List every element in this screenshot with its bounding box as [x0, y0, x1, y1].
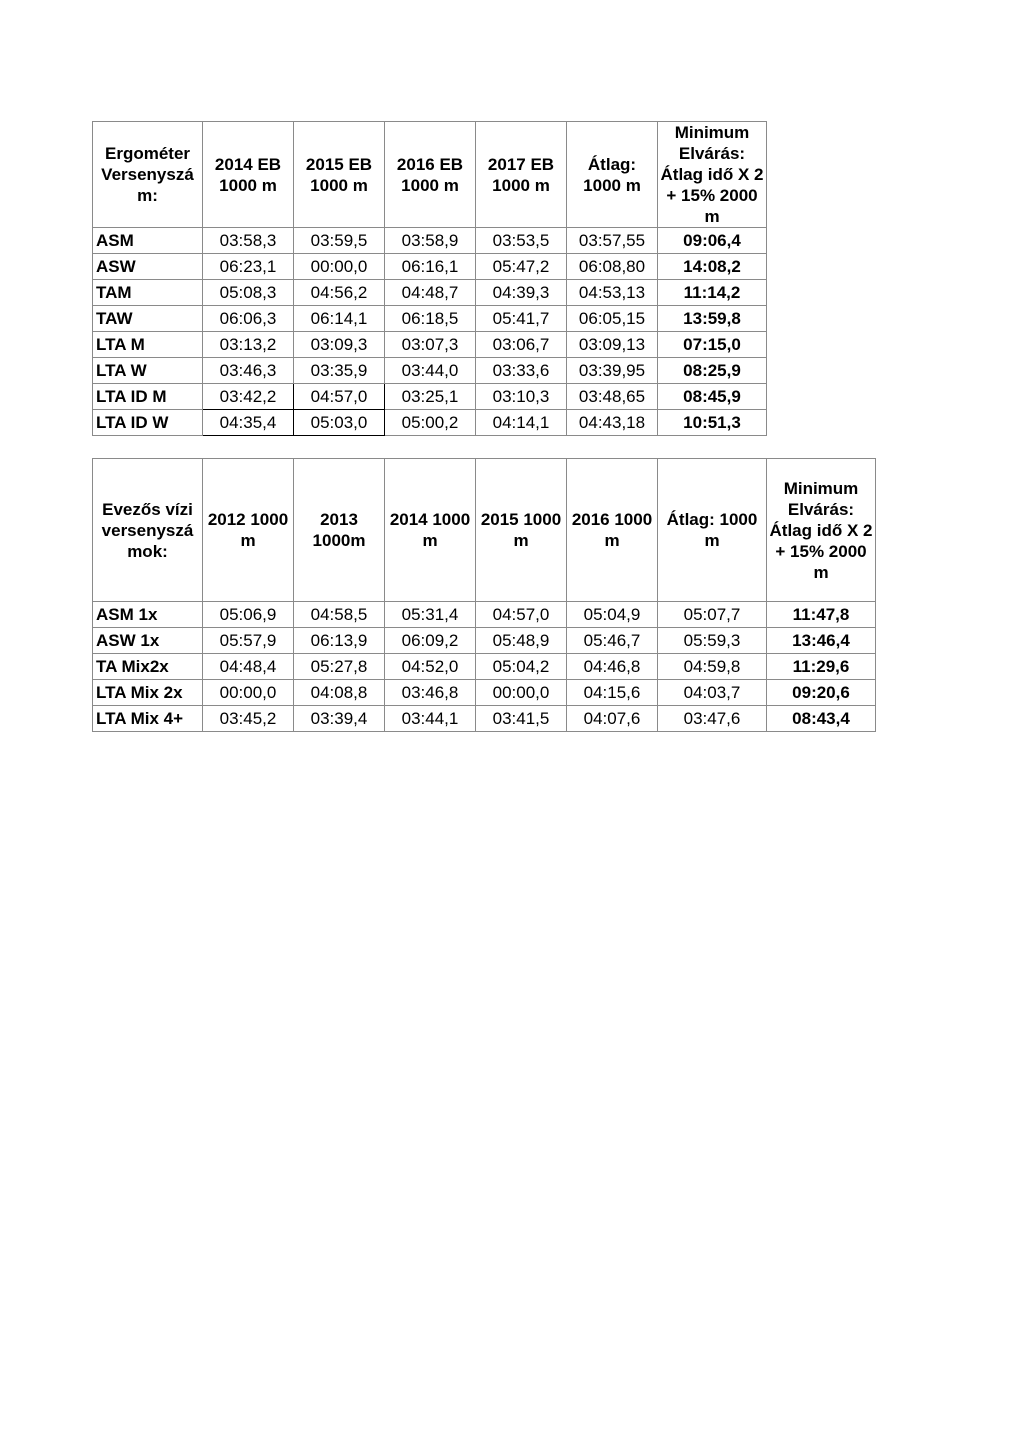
time-cell: 05:48,9 [476, 628, 567, 654]
minimum-cell: 14:08,2 [658, 254, 767, 280]
average-cell: 05:59,3 [658, 628, 767, 654]
header-cell-2016: 2016 1000 m [567, 459, 658, 602]
row-label: ASW 1x [93, 628, 203, 654]
time-cell: 05:06,9 [203, 602, 294, 628]
minimum-cell: 11:29,6 [767, 654, 876, 680]
time-cell: 00:00,0 [294, 254, 385, 280]
time-cell: 05:47,2 [476, 254, 567, 280]
row-label: LTA M [93, 332, 203, 358]
table-row [93, 358, 767, 384]
time-cell: 04:57,0 [294, 384, 385, 410]
time-cell: 04:15,6 [567, 680, 658, 706]
table-row [93, 228, 767, 254]
time-cell: 05:04,2 [476, 654, 567, 680]
table-row [93, 280, 767, 306]
time-cell: 03:35,9 [294, 358, 385, 384]
header-row [93, 459, 876, 602]
table-row [93, 410, 767, 436]
time-cell: 06:13,9 [294, 628, 385, 654]
header-cell-2014: 2014 EB 1000 m [203, 122, 294, 228]
row-label: ASM [93, 228, 203, 254]
header-cell-2013: 2013 1000m [294, 459, 385, 602]
row-label: TAM [93, 280, 203, 306]
minimum-cell: 09:20,6 [767, 680, 876, 706]
row-label: LTA Mix 2x [93, 680, 203, 706]
average-cell: 05:07,7 [658, 602, 767, 628]
time-cell: 03:41,5 [476, 706, 567, 732]
time-cell: 03:44,0 [385, 358, 476, 384]
time-cell: 03:58,3 [203, 228, 294, 254]
average-cell: 04:03,7 [658, 680, 767, 706]
average-cell: 03:39,95 [567, 358, 658, 384]
time-cell: 04:35,4 [203, 410, 294, 436]
time-cell: 03:09,3 [294, 332, 385, 358]
header-cell-event: Evezős vízi versenyszá mok: [93, 459, 203, 602]
average-cell: 03:47,6 [658, 706, 767, 732]
time-cell: 06:09,2 [385, 628, 476, 654]
average-cell: 04:43,18 [567, 410, 658, 436]
header-cell-minimum: Minimum Elvárás: Átlag idő X 2 + 15% 2000 m [767, 459, 876, 602]
average-cell: 03:48,65 [567, 384, 658, 410]
time-cell: 03:06,7 [476, 332, 567, 358]
time-cell: 05:31,4 [385, 602, 476, 628]
minimum-cell: 13:46,4 [767, 628, 876, 654]
table-row [93, 306, 767, 332]
table-row [93, 654, 876, 680]
average-cell: 04:53,13 [567, 280, 658, 306]
ergometer-table [92, 121, 767, 436]
row-label: ASW [93, 254, 203, 280]
time-cell: 03:10,3 [476, 384, 567, 410]
time-cell: 03:42,2 [203, 384, 294, 410]
time-cell: 05:04,9 [567, 602, 658, 628]
time-cell: 00:00,0 [476, 680, 567, 706]
time-cell: 04:08,8 [294, 680, 385, 706]
table-row [93, 602, 876, 628]
table-row [93, 706, 876, 732]
minimum-cell: 08:25,9 [658, 358, 767, 384]
time-cell: 03:07,3 [385, 332, 476, 358]
average-cell: 06:05,15 [567, 306, 658, 332]
time-cell: 03:59,5 [294, 228, 385, 254]
minimum-cell: 11:47,8 [767, 602, 876, 628]
header-cell-average: Átlag: 1000 m [567, 122, 658, 228]
minimum-cell: 09:06,4 [658, 228, 767, 254]
table-row [93, 332, 767, 358]
time-cell: 03:53,5 [476, 228, 567, 254]
time-cell: 04:48,4 [203, 654, 294, 680]
time-cell: 03:58,9 [385, 228, 476, 254]
table-row [93, 384, 767, 410]
row-label: TAW [93, 306, 203, 332]
time-cell: 03:39,4 [294, 706, 385, 732]
table-row [93, 628, 876, 654]
time-cell: 04:56,2 [294, 280, 385, 306]
time-cell: 03:46,3 [203, 358, 294, 384]
header-cell-2015: 2015 EB 1000 m [294, 122, 385, 228]
time-cell: 06:06,3 [203, 306, 294, 332]
average-cell: 03:57,55 [567, 228, 658, 254]
time-cell: 06:16,1 [385, 254, 476, 280]
time-cell: 05:41,7 [476, 306, 567, 332]
time-cell: 04:39,3 [476, 280, 567, 306]
header-cell-minimum: Minimum Elvárás: Átlag idő X 2 + 15% 2000 m [658, 122, 767, 228]
header-cell-average: Átlag: 1000 m [658, 459, 767, 602]
time-cell: 04:14,1 [476, 410, 567, 436]
time-cell: 04:58,5 [294, 602, 385, 628]
time-cell: 06:23,1 [203, 254, 294, 280]
time-cell: 05:03,0 [294, 410, 385, 436]
header-row [93, 122, 767, 228]
row-label: LTA W [93, 358, 203, 384]
minimum-cell: 07:15,0 [658, 332, 767, 358]
table-row [93, 680, 876, 706]
header-cell-2012: 2012 1000 m [203, 459, 294, 602]
time-cell: 04:07,6 [567, 706, 658, 732]
time-cell: 06:18,5 [385, 306, 476, 332]
time-cell: 03:13,2 [203, 332, 294, 358]
average-cell: 04:59,8 [658, 654, 767, 680]
time-cell: 04:46,8 [567, 654, 658, 680]
time-cell: 00:00,0 [203, 680, 294, 706]
minimum-cell: 08:45,9 [658, 384, 767, 410]
time-cell: 05:46,7 [567, 628, 658, 654]
time-cell: 05:57,9 [203, 628, 294, 654]
time-cell: 04:57,0 [476, 602, 567, 628]
time-cell: 03:45,2 [203, 706, 294, 732]
row-label: LTA Mix 4+ [93, 706, 203, 732]
time-cell: 06:14,1 [294, 306, 385, 332]
row-label: LTA ID W [93, 410, 203, 436]
minimum-cell: 08:43,4 [767, 706, 876, 732]
average-cell: 03:09,13 [567, 332, 658, 358]
minimum-cell: 10:51,3 [658, 410, 767, 436]
table-row [93, 254, 767, 280]
minimum-cell: 13:59,8 [658, 306, 767, 332]
header-cell-2015: 2015 1000 m [476, 459, 567, 602]
time-cell: 04:48,7 [385, 280, 476, 306]
row-label: ASM 1x [93, 602, 203, 628]
time-cell: 05:27,8 [294, 654, 385, 680]
time-cell: 03:25,1 [385, 384, 476, 410]
time-cell: 03:33,6 [476, 358, 567, 384]
time-cell: 05:08,3 [203, 280, 294, 306]
time-cell: 05:00,2 [385, 410, 476, 436]
row-label: LTA ID M [93, 384, 203, 410]
header-cell-event: Ergométer Versenyszá m: [93, 122, 203, 228]
header-cell-2017: 2017 EB 1000 m [476, 122, 567, 228]
header-cell-2016: 2016 EB 1000 m [385, 122, 476, 228]
time-cell: 04:52,0 [385, 654, 476, 680]
time-cell: 03:46,8 [385, 680, 476, 706]
water-rowing-table [92, 458, 876, 732]
row-label: TA Mix2x [93, 654, 203, 680]
time-cell: 03:44,1 [385, 706, 476, 732]
header-cell-2014: 2014 1000 m [385, 459, 476, 602]
average-cell: 06:08,80 [567, 254, 658, 280]
minimum-cell: 11:14,2 [658, 280, 767, 306]
